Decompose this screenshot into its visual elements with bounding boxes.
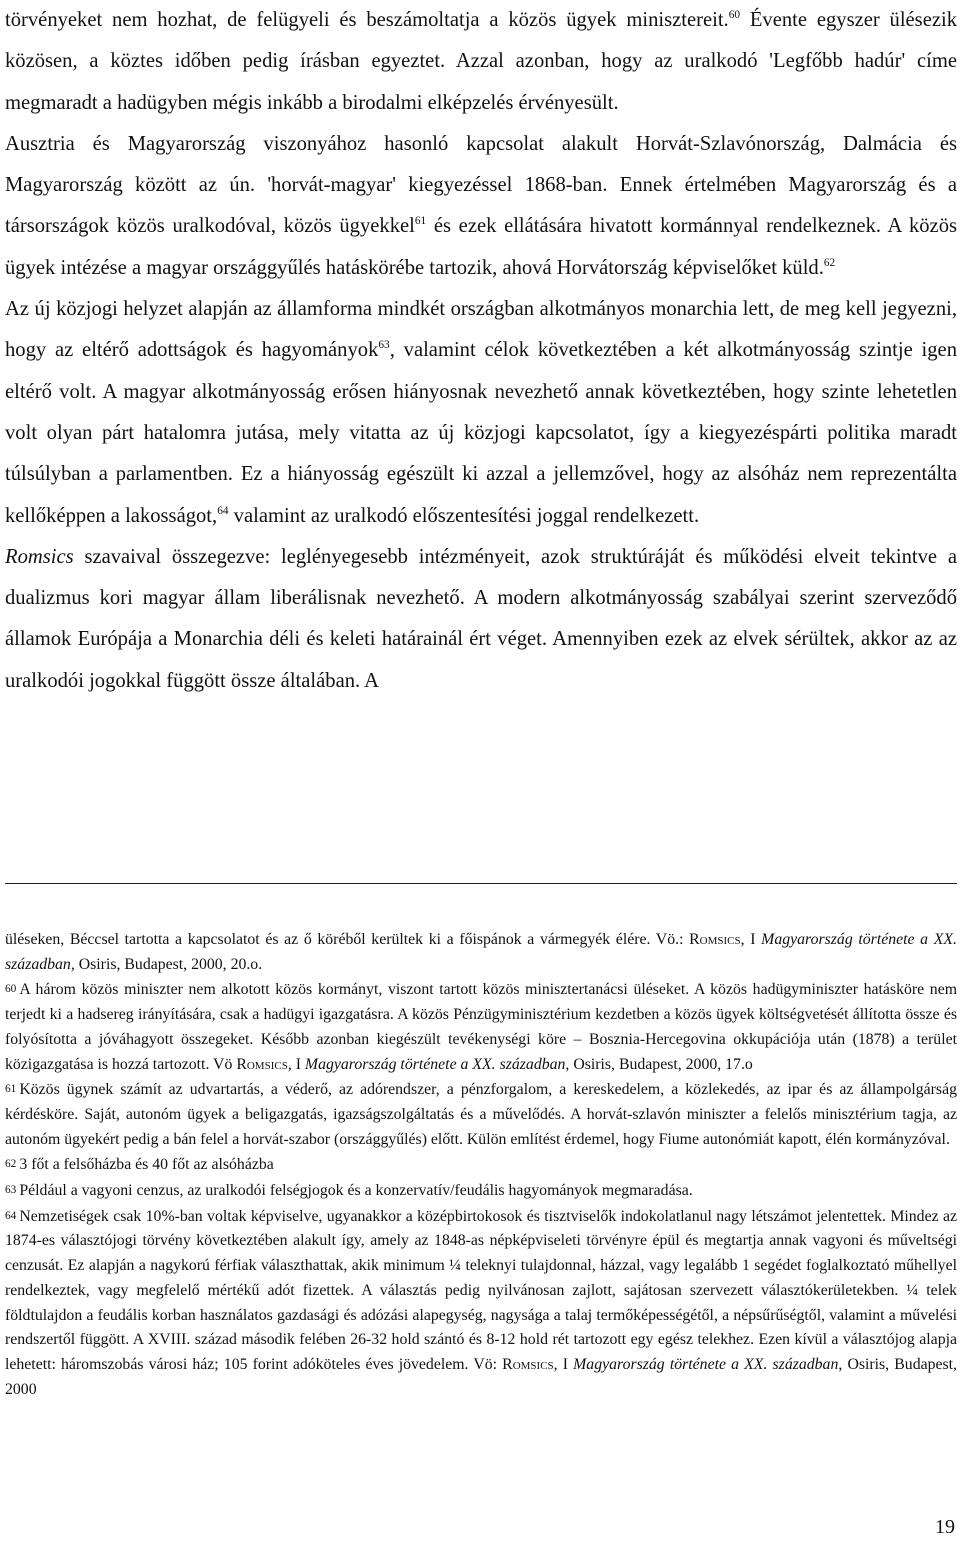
footnote-63: 63 Például a vagyoni cenzus, az uralkodói felségjogok és a konzervatív/feudális hagyományok megmaradása. xyxy=(5,1182,693,1200)
footnotes xyxy=(5,928,957,1402)
page-number: 19 xyxy=(935,1516,955,1538)
paragraph-4: Romsics szavaival összegezve: leglényegesebb intézményeit, azok struktúráját és működési elveit tekintve a dualizmus kori magyar állam liberálisnak nevezhető. A modern alkotmányosság szabályai szerint szerveződő államok Európája a Monarchia déli és keleti határainál ért véget. Amennyiben ezek az elvek sérültek, akkor az az uralkodói jogokkal függött össze általában. A xyxy=(5,545,957,692)
footnote-ref-61[interactable]: 61 xyxy=(414,215,427,228)
author-name: Romsics xyxy=(5,545,74,568)
main-text xyxy=(5,0,957,702)
footnote-62: 62 3 főt a felsőházba és 40 főt az alsóházba xyxy=(5,1156,274,1174)
paragraph-2: Ausztria és Magyarország viszonyához hasonló kapcsolat alakult Horvát-Szlavónország, Dalmácia és Magyarország között az ún. 'horvát-magyar' kiegyezéssel 1868-ban. Ennek értelmében Magyarország és a társországok közös uralkodóval, közös ügyekkel$^{61}$ és ezek ellátására hivatott kormánnyal rendelkeznek. A közös ügyek intézése a magyar országgyűlés hatáskörébe tartozik, ahová Horvátország képviselőket küld.$^{62}$ xyxy=(5,132,958,279)
footnote-ref-62[interactable]: 62 xyxy=(823,256,836,269)
footnote-ref-60[interactable]: 60 xyxy=(728,9,741,22)
footnote-separator xyxy=(5,883,957,884)
paragraph-1: törvényeket nem hozhat, de felügyeli és beszámoltatja a közös ügyek minisztereit.$^{60}$ Évente egyszer ülésezik közösen, a köztes időben pedig írásban egyeztet. Azzal azonban, hogy az uralkodó 'Legfőbb hadúr' címe megmaradt a hadügyben mégis inkább a birodalmi elképzelés érvényesült. xyxy=(5,9,957,114)
paragraph-3: Az új közjogi helyzet alapján az államforma mindkét országban alkotmányos monarchia lett, de meg kell jegyezni, hogy az eltérő adottságok és hagyományok$^{63}$, valamint célok következtében a két alkotmányosság szintje igen eltérő volt. A magyar alkotmányosság erősen hiányosnak nevezhető annak következtében, hogy szinte lehetetlen volt olyan párt hatalomra jutása, mely vitatta az új közjogi kapcsolatot, így a kiegyezéspárti politika maradt túlsúlyban a parlamentben. Ez a hiányosság egészült ki azzal a jellemzővel, hogy az alsóház nem reprezentálta kellőképpen a lakosságot,$^{64}$ valamint az uralkodó előszentesítési joggal rendelkezett. xyxy=(5,298,957,527)
footnote-ref-64[interactable]: 64 xyxy=(217,504,229,517)
footnote-60: 60 A három közös miniszter nem alkotott közös kormányt, viszont tartott közös minisztertanácsi üléseket. A közös hadügyminiszter hatásköre nem terjedt ki a hadsereg irányítására, csak a hadügyi igazgatásra. A közös Pénzügyminisztérium kezdetben a közös ügyek költségvetését állította össze és folyósította a jóváhagyott összegeket. Később azonban kiegészült tevékenységi köre – Bosznia-Hercegovina okkupációja után (1878) a terület közigazgatása is hozzá tartozott. Vö Romsics, I Magyarország története a XX. században, Osiris, Budapest, 2000, 17.o xyxy=(5,981,957,1073)
footnote-ref-63[interactable]: 63 xyxy=(378,339,390,352)
footnote-61: 61 Közös ügynek számít az udvartartás, a véderő, az adórendszer, a pénzforgalom, a kereskedelem, a közlekedés, az ipar és az állampolgárság kérdésköre. Saját, autonóm ügyek a beligazgatás, igazságszolgáltatás és a művelődés. A horvát-szlavón miniszter a felelős minisztérium tagja, az autonóm ügyekért pedig a bán felel a horvát-szabor (országgyűlés) előtt. Külön említést érdemel, hogy Fiume autonómiát kapott, élén kormányzóval. xyxy=(5,1081,957,1148)
footnote-64: 64 Nemzetiségek csak 10%-ban voltak képviselve, ugyanakkor a középbirtokosok és tisztviselők indokolatlanul nagy létszámot jelentettek. Mindez az 1874-es választójogi törvény következtében alakult így, amely az 1848-as népképviseleti törvényre épül és megtartja annak vagyoni és műveltségi cenzusát. Ez alapján a nagykorú férfiak választhattak, akik minimum ¼ teleknyi tulajdonnal, házzal, vagy legalább 1 segédet foglalkoztató műhellyel rendelkeztek, vagy megfelelő mértékű adót fizettek. A választás pedig nyilvánosan zajlott, sajátosan szervezett választókerületekben. ¼ telek földtulajdon a feudális korban használatos gazdasági és adózási alapegység, nagysága a talaj termőképességétől, a népsűrűségtől, valamint a művelési rendszertől függött. A XVIII. század második felében 26-32 hold szántó és 8-12 hold rét tartozott egy egész telekhez. Ezen kívül a választójog alapja lehetett: háromszobás városi ház; 105 forint adóköteles éves jövedelem. Vö: Romsics, I Magyarország története a XX. században, Osiris, Budapest, 2000 xyxy=(5,1207,958,1398)
footnote-continuation: üléseken, Béccsel tartotta a kapcsolatot és az ő köréből kerültek ki a főispánok a vármegyék élére. Vö.: Romsics, I Magyarország története a XX. században, Osiris, Budapest, 2000, 20.o. xyxy=(5,931,957,973)
